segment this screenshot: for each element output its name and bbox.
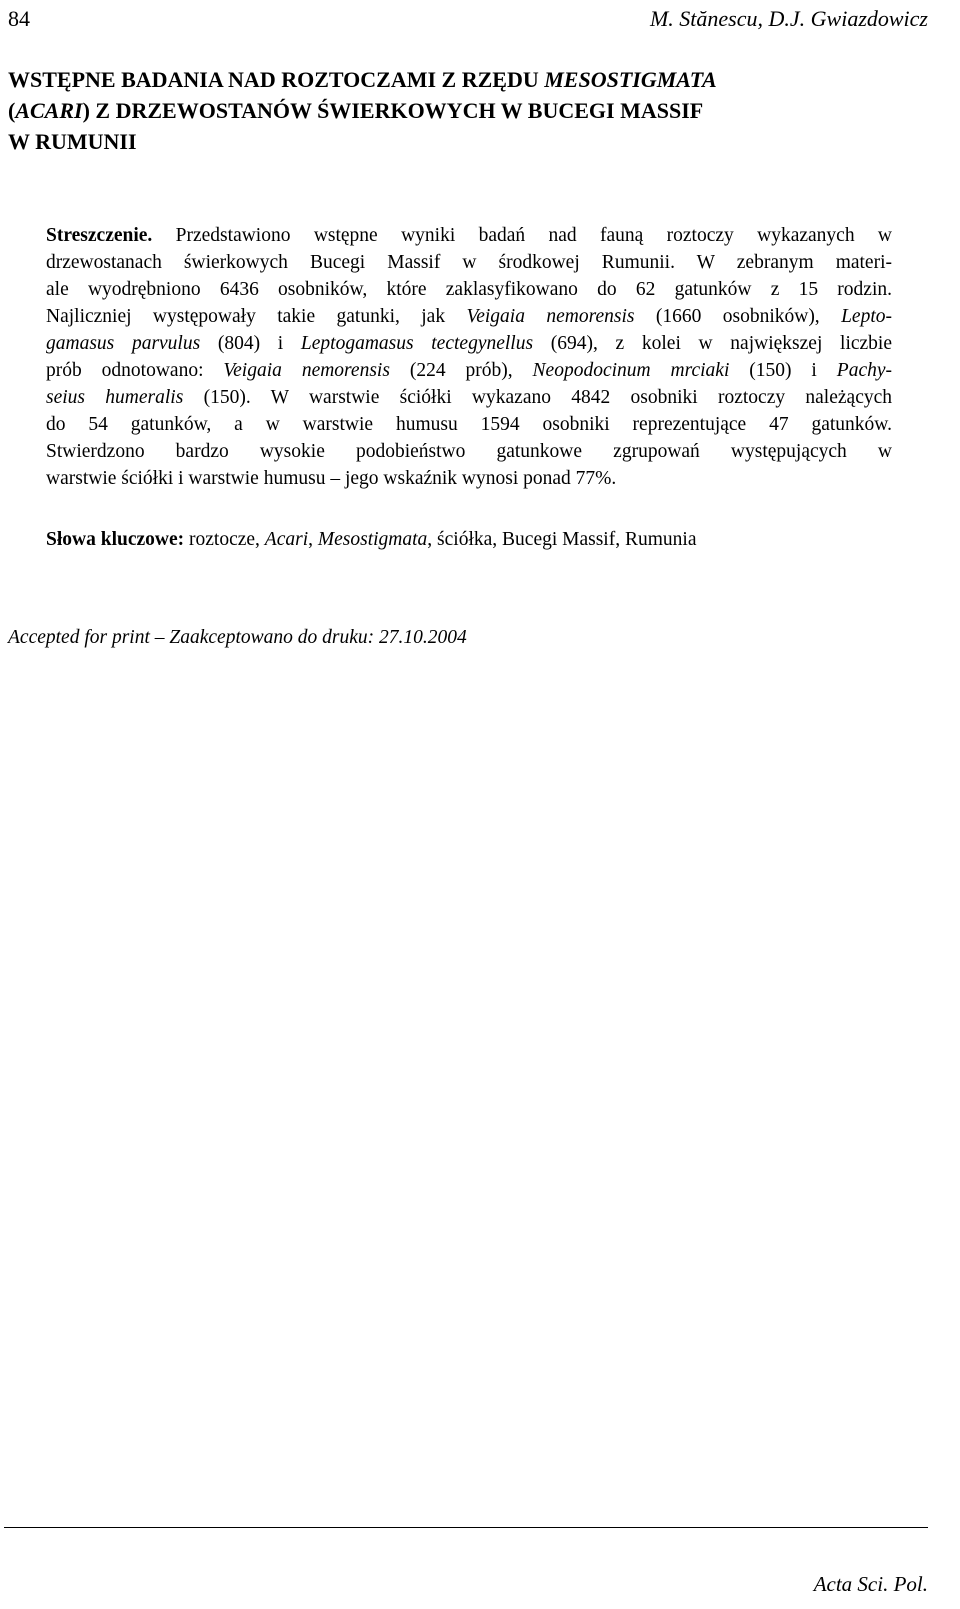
keyword-text: roztocze,: [184, 529, 265, 550]
title-line-1: [8, 64, 908, 95]
journal-name: Acta Sci. Pol.: [813, 1572, 928, 1596]
species-name: Veigaia nemorensis: [223, 360, 390, 381]
abstract-line: Stwierdzono bardzo wysokie podobieństwo gatunkowe zgrupowań występujących w: [46, 441, 892, 462]
abstract-text: (1660 osobników),: [634, 306, 842, 327]
species-name: Veigaia nemorensis: [466, 306, 635, 327]
page-header: [8, 6, 928, 34]
keyword-text: ,: [308, 529, 318, 550]
species-name: Neopodocinum mrciaki: [532, 360, 730, 381]
abstract-label: Streszczenie.: [46, 225, 153, 246]
title-taxon-acari: ACARI: [15, 98, 83, 123]
species-name: Leptogamasus tectegynellus: [300, 333, 534, 354]
page-number: 84: [8, 6, 30, 31]
abstract-line: [46, 357, 892, 384]
keyword-taxon: Acari: [264, 529, 309, 550]
abstract-text: Najliczniej występowały takie gatunki, jak: [46, 306, 467, 327]
abstract-line: ale wyodrębniono 6436 osobników, które zaklasyfikowano do 62 gatunków z 15 rodzin.: [46, 279, 892, 300]
title-text: WSTĘPNE BADANIA NAD ROZTOCZAMI Z RZĘDU: [8, 67, 545, 92]
abstract-line: do 54 gatunków, a w warstwie humusu 1594 osobniki reprezentujące 47 gatunków.: [46, 414, 892, 435]
abstract: [46, 222, 892, 492]
title-line-2: [8, 95, 908, 126]
abstract-line: warstwie ściółki i warstwie humusu – jego wskaźnik wynosi ponad 77%.: [46, 468, 617, 489]
accepted-date: Accepted for print – Zaakceptowano do druku: 27.10.2004: [8, 627, 467, 648]
abstract-line: [46, 330, 892, 357]
footer-divider: [4, 1527, 928, 1528]
abstract-text: (694), z kolei w największej liczbie: [533, 333, 893, 354]
title-text: ) Z DRZEWOSTANÓW ŚWIERKOWYCH W BUCEGI MASSIF: [82, 98, 704, 123]
keyword-taxon: Mesostigmata: [317, 529, 428, 550]
abstract-text: (804) i: [200, 333, 301, 354]
keyword-text: , ściółka, Bucegi Massif, Rumunia: [427, 529, 697, 550]
keywords-label: Słowa kluczowe:: [46, 529, 185, 550]
abstract-line: [46, 222, 892, 249]
species-name: Pachy-: [836, 360, 892, 381]
title-taxon-mesostigmata: MESOSTIGMATA: [544, 67, 717, 92]
title-paren: (: [8, 98, 16, 123]
running-authors: M. Stănescu, D.J. Gwiazdowicz: [649, 6, 928, 31]
abstract-text: (150) i: [729, 360, 837, 381]
species-name: seius humeralis: [46, 387, 184, 408]
abstract-text: Przedstawiono wstępne wyniki badań nad fauną roztoczy wykazanych w: [152, 225, 892, 246]
keywords: [46, 526, 892, 553]
species-name: Lepto-: [841, 306, 892, 327]
abstract-line: [46, 303, 892, 330]
abstract-text: (150). W warstwie ściółki wykazano 4842 osobniki roztoczy należących: [183, 387, 893, 408]
abstract-line: drzewostanach świerkowych Bucegi Massif w środkowej Rumunii. W zebranym materi-: [46, 252, 892, 273]
species-name: gamasus parvulus: [46, 333, 201, 354]
article-title: [8, 64, 908, 157]
abstract-text: (224 prób),: [389, 360, 533, 381]
abstract-line: [46, 384, 892, 411]
abstract-text: prób odnotowano:: [46, 360, 224, 381]
title-line-3: W RUMUNII: [8, 129, 137, 154]
